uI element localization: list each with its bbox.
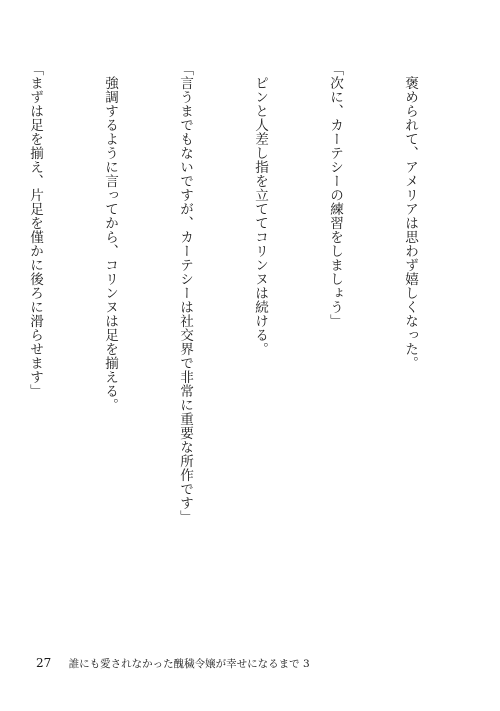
text-line: 強調するように言ってから、コリンヌは足を揃える。 <box>102 62 118 412</box>
main-text <box>0 62 472 637</box>
text-line: 「次に、カーテシーの練習をしましょう」 <box>327 62 343 328</box>
book-title: 誰にも愛されなかった醜穢令嬢が幸せになるまで 3 <box>68 658 310 670</box>
text-line: 「言うまでもないですが、カーテシーは社交界で非常に重要な所作です」 <box>177 62 193 524</box>
text-line: ピンと人差し指を立ててコリンヌは続ける。 <box>252 62 268 356</box>
page-footer <box>36 656 310 671</box>
page-number: 27 <box>36 656 52 670</box>
text-line: 褒められて、アメリアは思わず嬉しくなった。 <box>402 62 418 370</box>
text-line: 「まずは足を揃え、片足を僅かに後ろに滑らせます」 <box>27 62 43 398</box>
